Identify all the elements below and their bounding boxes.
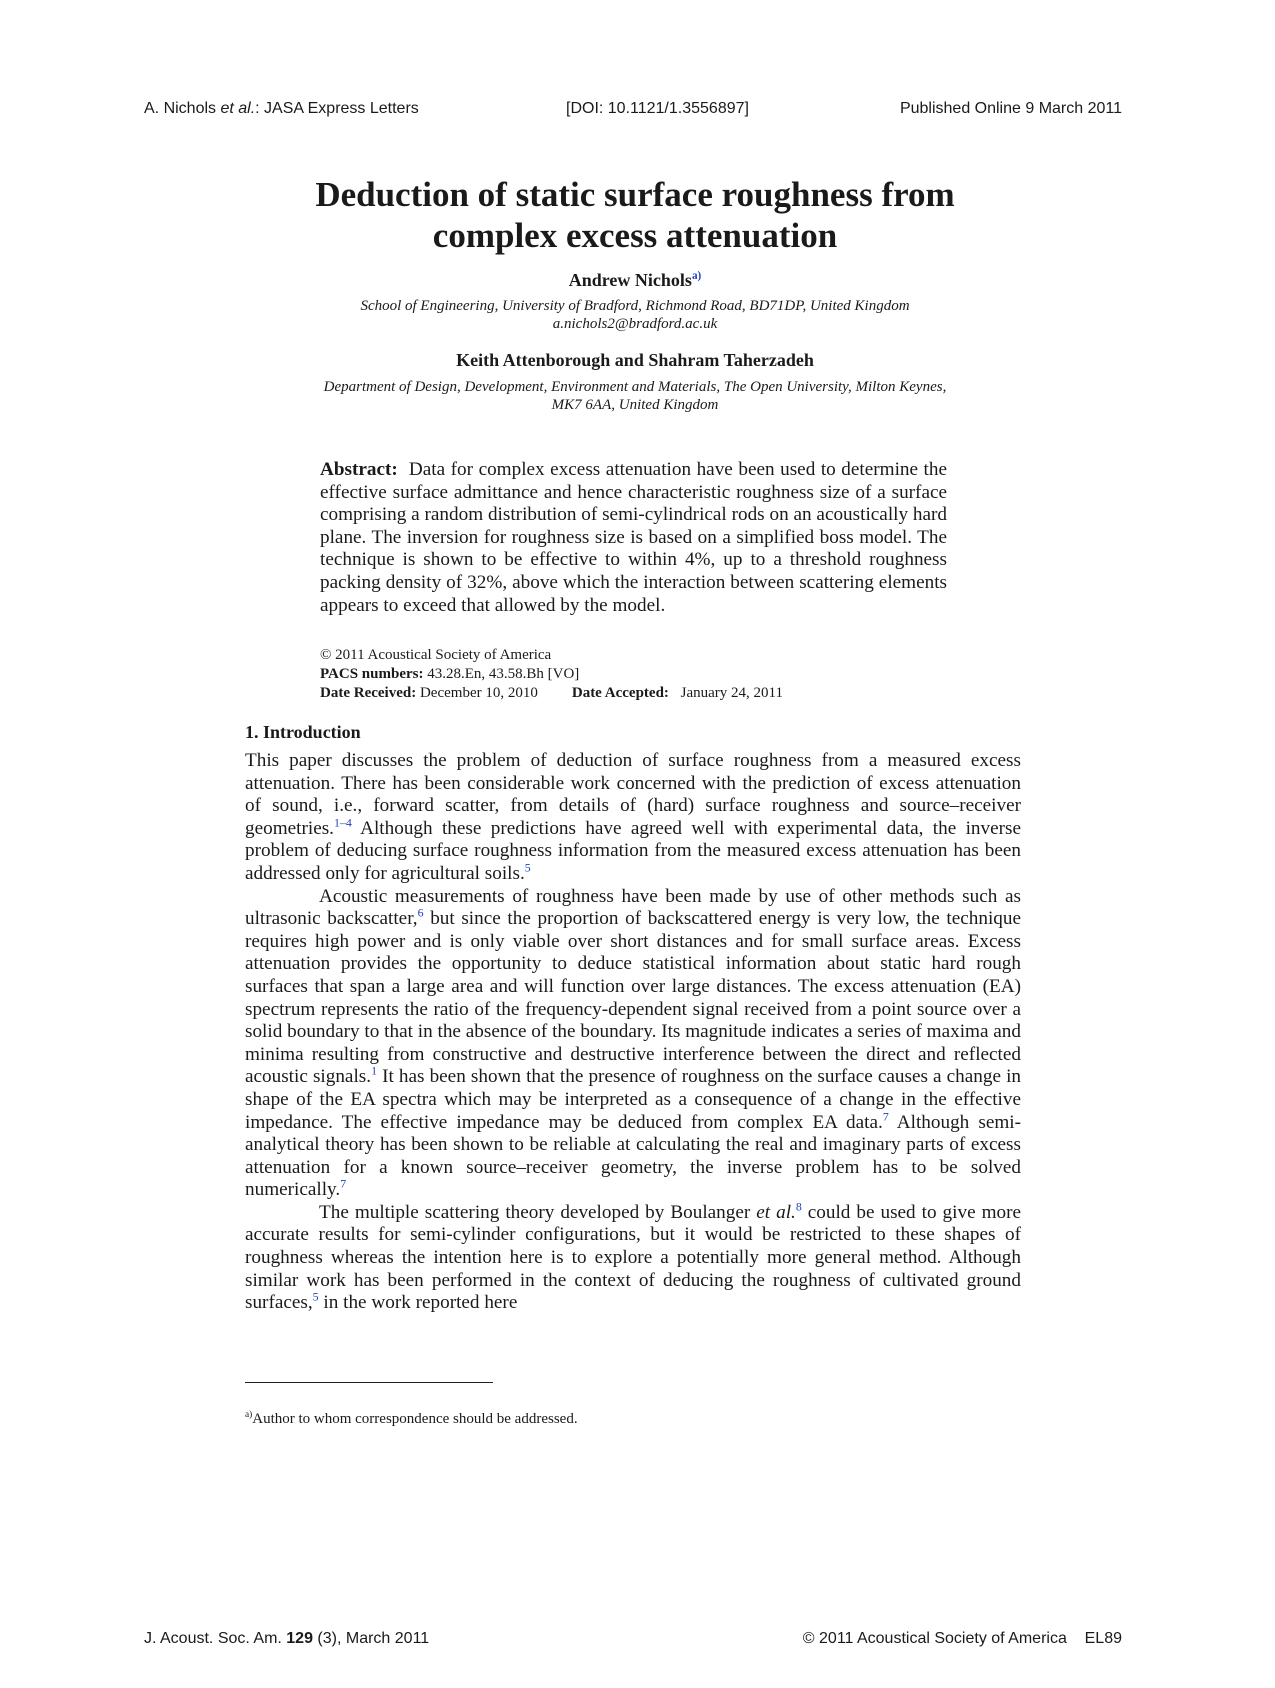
- abstract-text: Data for complex excess attenuation have been used to determine the effective surface admittance and hence characteristic roughness size of a surface comprising a random distribution of semi-cylindrical rods on an acoustically hard plane. The inversion for roughness size is based on a simplified boss model. The technique is shown to be effective to within 4%, up to a threshold roughness packing density of 32%, above which the interaction between scattering elements appears to exceed that allowed by the model.: [320, 459, 947, 616]
- paper-title: [200, 174, 1070, 256]
- citation-link[interactable]: 5: [524, 860, 531, 875]
- running-head-left: [144, 100, 419, 118]
- paragraph-3: [245, 1199, 1021, 1315]
- running-head-journal: : JASA Express Letters: [255, 100, 419, 117]
- author-1-email[interactable]: a.nichols2@bradford.ac.uk: [552, 316, 718, 332]
- p3-text-b: could be used to give more accurate results for semi-cylinder configurations, but it would be restricted to these shapes of roughness whereas the intention here is to explore a potentially more general method. Although similar work has been performed in the context of deducing the roughness of cultivated ground surfaces,: [245, 1201, 1021, 1314]
- citation-link[interactable]: 1–4: [333, 815, 352, 830]
- citation-link[interactable]: 5: [312, 1289, 319, 1304]
- paragraph-2: [245, 886, 1021, 1202]
- title-line-2: complex excess attenuation: [432, 216, 838, 255]
- paragraph-1: [245, 750, 1021, 886]
- author-2-affiliation-line-2: MK7 6AA, United Kingdom: [551, 397, 719, 413]
- footer-copyright-page: © 2011 Acoustical Society of America EL89: [802, 1630, 1122, 1647]
- abstract-label: Abstract:: [320, 459, 398, 480]
- p2-text-d: Although semi-analytical theory has been shown to be reliable at calculating the real and imaginary parts of excess attenuation for a known source–receiver geometry, the inverse problem has to be solved numerically.: [245, 1111, 1021, 1201]
- running-head-published: Published Online 9 March 2011: [899, 100, 1122, 117]
- abstract: [320, 459, 947, 617]
- pacs-line: [320, 665, 947, 684]
- author-1-affiliation: School of Engineering, University of Bradford, Richmond Road, BD71DP, United Kingdom: [360, 298, 910, 314]
- section-heading: 1. Introduction: [245, 722, 361, 742]
- author-2: Keith Attenborough and Shahram Taherzadeh: [456, 350, 814, 370]
- citation-link[interactable]: 6: [417, 905, 424, 920]
- p2-text-c: It has been shown that the presence of roughness on the surface causes a change in shape of the EA spectra which may be interpreted as a consequence of a change in the effective impedance. The effective impedance may be deduced from complex EA data.: [245, 1066, 1022, 1133]
- author-2-affiliation-line-1: Department of Design, Development, Environment and Materials, The Open University, Milton Keynes,: [323, 379, 947, 395]
- footer-citation: [144, 1630, 429, 1648]
- citation-link[interactable]: 1: [371, 1063, 378, 1078]
- received-value: December 10, 2010: [419, 685, 538, 701]
- p3-text-a: The multiple scattering theory developed by Boulanger: [319, 1201, 757, 1223]
- pacs-value: 43.28.En, 43.58.Bh [VO]: [427, 666, 580, 682]
- p3-etal: et al.: [756, 1201, 796, 1223]
- dates-line: [320, 684, 947, 703]
- footer-volume: 129: [286, 1630, 313, 1647]
- accepted-label: Date Accepted:: [571, 685, 669, 701]
- citation-link[interactable]: 7: [340, 1176, 347, 1191]
- p1-text-a: This paper discusses the problem of deduction of surface roughness from a measured excess attenuation. There has been considerable work concerned with the prediction of excess attenuation of sound, i.e., forward scatter, from details of (hard) surface roughness and source–receiver geometries.: [245, 750, 1021, 839]
- body-text: [245, 750, 1021, 1315]
- author-1-name: Andrew Nichols: [568, 270, 692, 290]
- citation-link[interactable]: 8: [795, 1199, 802, 1214]
- footnote-mark: a): [245, 1410, 253, 1420]
- copyright-line: © 2011 Acoustical Society of America: [320, 647, 552, 663]
- footnote-divider: [245, 1382, 493, 1383]
- accepted-value: January 24, 2011: [680, 685, 783, 701]
- footer-journal: J. Acoust. Soc. Am.: [144, 1630, 287, 1647]
- p2-text-a: Acoustic measurements of roughness have been made by use of other methods such as ultrasonic backscatter,: [245, 885, 1021, 930]
- p1-text-b: Although these predictions have agreed well with experimental data, the inverse problem of deducing surface roughness information from the measured excess attenuation has been addressed only for agricultural soils.: [245, 817, 1021, 884]
- page-footer: [144, 1630, 1122, 1652]
- pacs-label: PACS numbers:: [320, 666, 424, 682]
- footnote: [245, 1411, 578, 1428]
- article-metadata: [320, 646, 947, 703]
- p2-text-b: but since the proportion of backscattered energy is very low, the technique requires high power and is only viable over short distances and for small surface areas. Excess attenuation provides the opportunity to deduce statistical information about static hard rough surfaces that span a large area and will function over large distances. The excess attenuation (EA) spectrum represents the ratio of the frequency-dependent signal received from a point source over a solid boundary to that in the absence of the boundary. Its magnitude indicates a series of maxima and minima resulting from constructive and destructive interference between the direct and reflected acoustic signals.: [245, 908, 1021, 1088]
- author-1: [200, 270, 1070, 291]
- footnote-text: Author to whom correspondence should be addressed.: [252, 1411, 578, 1427]
- author-1-footnote-link[interactable]: a): [691, 270, 702, 282]
- running-head: [144, 100, 1122, 122]
- citation-link[interactable]: 7: [882, 1109, 889, 1124]
- running-head-author: A. Nichols: [144, 100, 221, 117]
- p3-text-c: in the work reported here: [318, 1292, 518, 1314]
- running-head-doi[interactable]: [DOI: 10.1121/1.3556897]: [566, 100, 749, 117]
- running-head-etal: et al.: [220, 100, 256, 117]
- received-label: Date Received:: [320, 685, 417, 701]
- title-line-1: Deduction of static surface roughness from: [315, 175, 955, 214]
- footer-issue: (3), March 2011: [312, 1630, 430, 1647]
